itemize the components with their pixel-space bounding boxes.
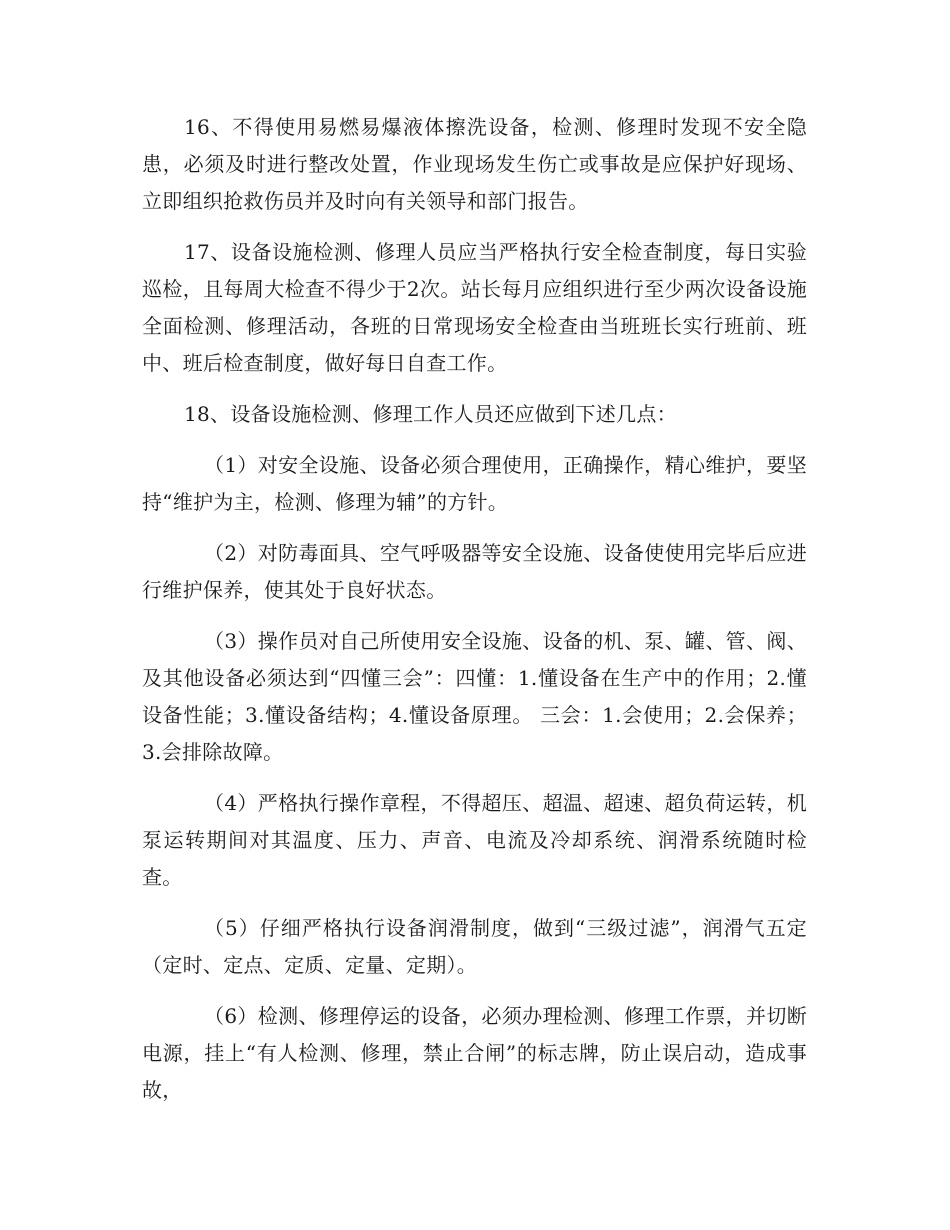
paragraph-18-item-5: （5）仔细严格执行设备润滑制度，做到“三级过滤”，润滑气五定（定时、定点、定质、定量、定期）。	[142, 916, 807, 977]
document-body	[142, 109, 807, 1109]
paragraph-18-item-2: （2）对防毒面具、空气呼吸器等安全设施、设备使使用完毕后应进行维护保养，使其处于良好状态。	[142, 541, 807, 602]
paragraph-16: 16、不得使用易燃易爆液体擦洗设备，检测、修理时发现不安全隐患，必须及时进行整改处置，作业现场发生伤亡或事故是应保护好现场、立即组织抢救伤员并及时向有关领导和部门报告。	[142, 115, 807, 213]
paragraph-17: 17、设备设施检测、修理人员应当严格执行安全检查制度，每日实验巡检，且每周大检查不得少于2次。站长每月应组织进行至少两次设备设施全面检测、修理活动，各班的日常现场安全检查由当班班长实行班前、班中、班后检查制度，做好每日自查工作。	[142, 240, 807, 375]
paragraph-18-item-1: （1）对安全设施、设备必须合理使用，正确操作，精心维护，要坚持“维护为主，检测、修理为辅”的方针。	[142, 453, 807, 514]
paragraph-18-item-4: （4）严格执行操作章程，不得超压、超温、超速、超负荷运转，机泵运转期间对其温度、压力、声音、电流及冷却系统、润滑系统随时检查。	[142, 791, 807, 889]
paragraph-18: 18、设备设施检测、修理工作人员还应做到下述几点：	[184, 402, 677, 426]
paragraph-18-item-3: （3）操作员对自己所使用安全设施、设备的机、泵、罐、管、阀、及其他设备必须达到“四懂三会”：四懂：1.懂设备在生产中的作用；2.懂设备性能；3.懂设备结构；4.懂设备原理。 三会：1.会使用；2.会保养；3.会排除故障。	[142, 629, 807, 764]
paragraph-18-item-6: （6）检测、修理停运的设备，必须办理检测、修理工作票，并切断电源，挂上“有人检测、修理，禁止合闸”的标志牌，防止误启动，造成事故，	[142, 1004, 807, 1102]
